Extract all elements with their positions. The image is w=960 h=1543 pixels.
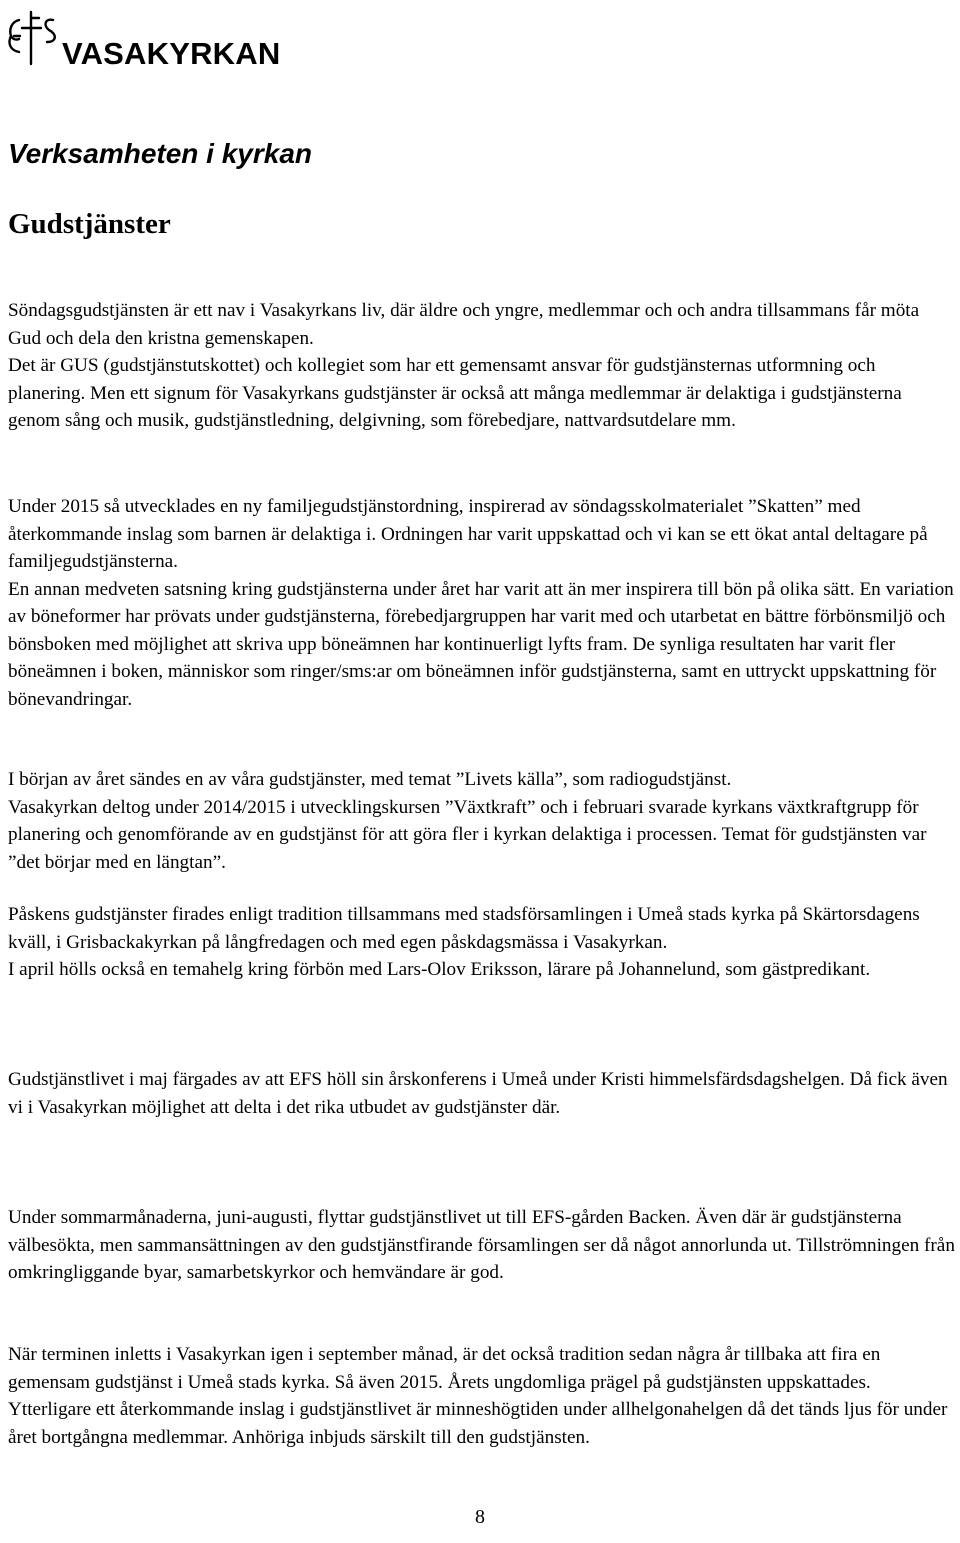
paragraph-line: Ytterligare ett återkommande inslag i gudstjänstlivet är minneshögtiden under allhelgonahelgen då det tänds ljus för under året bortgångna medlemmar. Anhöriga inbjuds särskilt till den gudstjänsten. [8, 1399, 948, 1448]
paragraph-line: Det är GUS (gudstjänstutskottet) och kollegiet som har ett gemensamt ansvar för gudstjänsternas utformning och planering. Men ett signum för Vasakyrkans gudstjänster är också att många medlemmar är delaktiga i gudstjänsterna genom sång och musik, gudstjänstledning, delgivning, som förebedjare, nattvardsutdelare mm. [8, 355, 902, 431]
paragraph-line: Under sommarmånaderna, juni-augusti, flyttar gudstjänstlivet ut till EFS-gården Backen. Även där är gudstjänsterna välbesökta, men sammansättningen av den gudstjänstfirande församlingen ser då något annorlunda ut. Tillströmningen från omkringliggande byar, samarbetskyrkor och hemvändare är god. [8, 1207, 955, 1283]
efs-logo-icon [5, 6, 65, 72]
paragraph [8, 1341, 956, 1451]
brand-title: VASAKYRKAN [62, 36, 281, 71]
paragraph [8, 901, 956, 984]
paragraph-line: Gudstjänstlivet i maj färgades av att EFS höll sin årskonferens i Umeå under Kristi himmelsfärdsdagshelgen. Då fick även vi i Vasakyrkan möjlighet att delta i det rika utbudet av gudstjänster där. [8, 1069, 948, 1118]
paragraph-line: Vasakyrkan deltog under 2014/2015 i utvecklingskursen ”Växtkraft” och i februari svarade kyrkans växtkraftgrupp för planering och genomförande av en gudstjänst för att göra fler i kyrkan delaktiga i processen. Temat för gudstjänsten var ”det börjar med en längtan”. [8, 796, 927, 873]
paragraph [8, 766, 956, 876]
paragraph-line: Påskens gudstjänster firades enligt tradition tillsammans med stadsförsamlingen i Umeå stads kyrka på Skärtorsdagens kväll, i Grisbackakyrkan på långfredagen och med egen påskdagsmässa i Vasakyrkan. [8, 904, 920, 953]
paragraph [8, 1204, 956, 1287]
paragraph-line: Under 2015 så utvecklades en ny familjegudstjänstordning, inspirerad av söndagsskolmaterialet ”Skatten” med återkommande inslag som barnen är delaktiga i. Ordningen har varit uppskattad och vi kan se ett ökat antal deltagare på familjegudstjänsterna. [8, 496, 928, 572]
paragraph [8, 1066, 956, 1121]
subsection-title: Gudstjänster [8, 208, 171, 240]
section-title: Verksamheten i kyrkan [8, 138, 313, 169]
paragraph-line: I april hölls också en temahelg kring förbön med Lars-Olov Eriksson, lärare på Johannelund, som gästpredikant. [8, 959, 871, 980]
page-number: 8 [475, 1506, 485, 1528]
paragraph [8, 493, 956, 713]
paragraph-line: En annan medveten satsning kring gudstjänsterna under året har varit att än mer inspirera till bön på olika sätt. En variation av böneformer har prövats under gudstjänsterna, förebedjargruppen har varit med och utarbetat en bättre förbönsmiljö och bönsboken med möjlighet att skriva upp böneämnen har kontinuerligt lyfts fram. De synliga resultaten har varit fler böneämnen i boken, människor som ringer/sms:ar om böneämnen inför gudstjänsterna, samt en uttryckt uppskattning för bönevandringar. [8, 578, 954, 710]
paragraph-line: I början av året sändes en av våra gudstjänster, med temat ”Livets källa”, som radiogudstjänst. [8, 769, 732, 790]
paragraph-line: Söndagsgudstjänsten är ett nav i Vasakyrkans liv, där äldre och yngre, medlemmar och och andra tillsammans får möta Gud och dela den kristna gemenskapen. [8, 300, 920, 349]
paragraph-line: När terminen inletts i Vasakyrkan igen i september månad, är det också tradition sedan några år tillbaka att fira en gemensam gudstjänst i Umeå stads kyrka. Så även 2015. Årets ungdomliga prägel på gudstjänsten uppskattades. [8, 1344, 881, 1393]
paragraph [8, 297, 956, 435]
